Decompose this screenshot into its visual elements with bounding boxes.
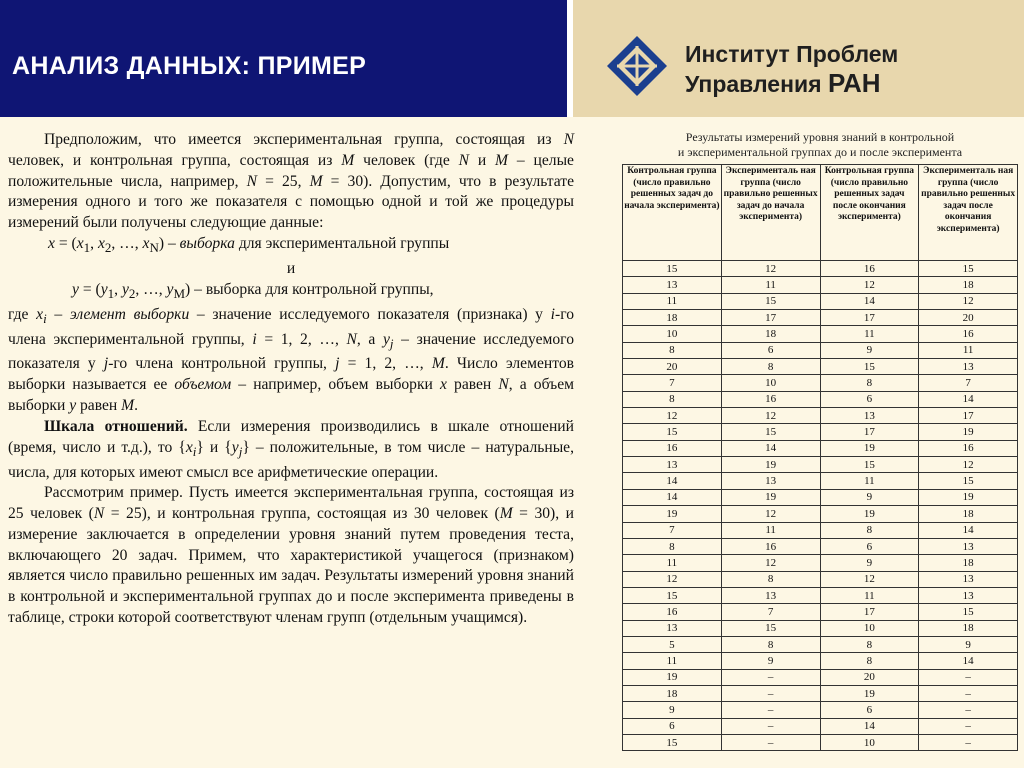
table-caption (622, 130, 1018, 160)
table-cell: 15 (623, 734, 722, 750)
formula-y: $y = (y_1$, $y_2$, …, $y_M$) – выборка для контрольной группы, (72, 280, 434, 301)
table-cell: 13 (919, 538, 1018, 554)
table-row (623, 506, 1018, 522)
table-cell: 18 (721, 326, 820, 342)
table-cell: 8 (721, 359, 820, 375)
table-cell: 16 (721, 391, 820, 407)
table-cell: 10 (820, 734, 919, 750)
paragraph-example: Рассмотрим пример. Пусть имеется экспериментальная группа, состоящая из 25 человек (N = 25), и контрольная группа, состоящая из 30 человек (M = 30), и измерение заключается в определении уровня знаний путем проведения теста, включающего 20 задач. Примем, что характеристикой учащегося (признаком) является число правильно решенных им задач. Результаты измерений уровня знаний в контрольной и экспериментальной группах до и после эксперимента приведены в таблице, строки которой соответствуют членам групп (отдельным учащимся). (8, 484, 574, 627)
table-cell: 9 (721, 653, 820, 669)
title-banner (0, 0, 567, 117)
table-row (623, 636, 1018, 652)
table-cell: 13 (919, 571, 1018, 587)
table-cell: 12 (721, 408, 820, 424)
table-row (623, 408, 1018, 424)
table-cell: 7 (623, 522, 722, 538)
table-cell: 19 (820, 440, 919, 456)
table-cell: 13 (623, 277, 722, 293)
institute-name-line2 (685, 69, 898, 99)
table-cell: 12 (721, 555, 820, 571)
table-cell: 12 (623, 408, 722, 424)
table-cell: 12 (623, 571, 722, 587)
table-cell: 19 (623, 669, 722, 685)
table-row (623, 685, 1018, 701)
table-cell: 15 (919, 604, 1018, 620)
table-row (623, 571, 1018, 587)
table-row (623, 375, 1018, 391)
table-caption-line1: Результаты измерений уровня знаний в контрольной (685, 130, 955, 144)
table-cell: 9 (820, 489, 919, 505)
table-cell: 12 (820, 571, 919, 587)
ipu-ran-logo-icon (605, 34, 669, 98)
table-cell: 15 (721, 424, 820, 440)
table-cell: 18 (919, 620, 1018, 636)
table-cell: 13 (721, 587, 820, 603)
table-cell: 10 (623, 326, 722, 342)
table-cell: 7 (623, 375, 722, 391)
table-cell: 20 (623, 359, 722, 375)
table-cell: 8 (820, 636, 919, 652)
table-row (623, 489, 1018, 505)
table-cell: 15 (721, 620, 820, 636)
table-cell: 19 (721, 489, 820, 505)
table-cell: 15 (721, 293, 820, 309)
table-cell: 6 (820, 391, 919, 407)
table-cell: 11 (820, 587, 919, 603)
table-cell: 13 (919, 359, 1018, 375)
conjunction: и (286, 259, 296, 277)
table-cell: 13 (623, 457, 722, 473)
table-cell: 7 (919, 375, 1018, 391)
table-cell: 17 (820, 604, 919, 620)
table-cell: 13 (623, 620, 722, 636)
table-cell: 10 (820, 620, 919, 636)
table-cell: 19 (919, 424, 1018, 440)
table-cell: 13 (721, 473, 820, 489)
table-cell: 16 (820, 261, 919, 277)
table-cell: 17 (820, 310, 919, 326)
table-cell: 8 (820, 653, 919, 669)
table-cell: 15 (623, 587, 722, 603)
paragraph-definitions: где $x_i$ – элемент выборки – значение исследуемого показателя (признака) у i-го члена экспериментальной группы, i = 1, 2, …, N, а $y_j$ – значение исследуемого показателя у j-го члена контрольной группы, j = 1, 2, …, M. Число элементов выборки называется ее объемом – например, объем выборки x равен N, а объем выборки y равен M. (8, 305, 574, 414)
table-row (623, 473, 1018, 489)
table-cell: 14 (820, 718, 919, 734)
table-cell: 17 (919, 408, 1018, 424)
table-cell: 8 (623, 538, 722, 554)
table-cell: 15 (919, 261, 1018, 277)
table-cell: 11 (721, 522, 820, 538)
table-row (623, 440, 1018, 456)
institute-name-line1: Институт Проблем (685, 41, 899, 67)
institute-ran: РАН (827, 68, 881, 98)
table-cell: 19 (919, 489, 1018, 505)
table-cell: – (919, 685, 1018, 701)
table-cell: 19 (721, 457, 820, 473)
header-experimental-after: Эксперименталь ная группа (число правильно решенных задач после окончания эксперимента) (919, 165, 1018, 261)
table-cell: 15 (919, 473, 1018, 489)
table-cell: 8 (721, 636, 820, 652)
table-cell: 14 (721, 440, 820, 456)
table-cell: 16 (919, 326, 1018, 342)
table-row (623, 587, 1018, 603)
table-row (623, 538, 1018, 554)
table-row (623, 522, 1018, 538)
table-cell: 8 (623, 342, 722, 358)
table-cell: 19 (623, 506, 722, 522)
table-cell: 18 (919, 555, 1018, 571)
formula-x: $x = (x_1$, $x_2$, …, $x_N$) – выборка для экспериментальной группы (48, 234, 450, 256)
table-cell: 8 (721, 571, 820, 587)
paragraph-intro: Предположим, что имеется экспериментальная группа, состоящая из N человек, и контрольная группа, состоящая из M человек (где N и M – целые положительные числа, например, N = 25, M = 30). Допустим, что в результате измерения одного и того же показателя с помощью одной и той же процедуры измерений были получены следующие данные: (8, 131, 575, 232)
table-cell: 16 (623, 604, 722, 620)
table-cell: 7 (721, 604, 820, 620)
table-row (623, 326, 1018, 342)
table-row (623, 293, 1018, 309)
table-cell: 18 (919, 277, 1018, 293)
table-cell: – (721, 702, 820, 718)
paragraph-ratio-scale: Шкала отношений. Если измерения производились в шкале отношений (время, число и т.д.), то $\{x_i\}$ и $\{y_j\}$ – положительные, в том числе – натуральные, числа, для которых имеют смысл все арифметические операции. (8, 417, 574, 481)
table-cell: – (721, 669, 820, 685)
table-cell: 11 (820, 326, 919, 342)
table-cell: 14 (623, 473, 722, 489)
table-cell: 11 (721, 277, 820, 293)
table-cell: 12 (721, 506, 820, 522)
table-cell: 9 (919, 636, 1018, 652)
table-cell: 6 (820, 538, 919, 554)
table-cell: 20 (919, 310, 1018, 326)
table-cell: 11 (919, 342, 1018, 358)
header-experimental-before: Эксперименталь ная группа (число правильно решенных задач до начала эксперимента) (721, 165, 820, 261)
institute-name (685, 40, 898, 99)
table-cell: 5 (623, 636, 722, 652)
table-row (623, 261, 1018, 277)
table-cell: 14 (623, 489, 722, 505)
table-cell: – (721, 734, 820, 750)
table-row (623, 424, 1018, 440)
table-row (623, 342, 1018, 358)
table-cell: 9 (820, 555, 919, 571)
table-cell: 6 (623, 718, 722, 734)
table-cell: 12 (919, 293, 1018, 309)
table-cell: 8 (820, 375, 919, 391)
table-row (623, 457, 1018, 473)
table-cell: 18 (623, 685, 722, 701)
table-cell: – (721, 718, 820, 734)
table-cell: 16 (623, 440, 722, 456)
table-cell: – (919, 734, 1018, 750)
results-table (622, 164, 1018, 751)
table-row (623, 391, 1018, 407)
table-cell: 15 (623, 424, 722, 440)
table-cell: 14 (820, 293, 919, 309)
table-row (623, 620, 1018, 636)
table-cell: 11 (623, 653, 722, 669)
table-cell: 9 (820, 342, 919, 358)
table-cell: – (721, 685, 820, 701)
table-row (623, 555, 1018, 571)
table-cell: 20 (820, 669, 919, 685)
table-cell: 18 (623, 310, 722, 326)
header-control-after: Контрольная группа (число правильно решенных задач после окончания эксперимента) (820, 165, 919, 261)
table-cell: 11 (623, 293, 722, 309)
table-row (623, 718, 1018, 734)
table-caption-line2: и экспериментальной группах до и после эксперимента (677, 145, 963, 159)
table-cell: 14 (919, 522, 1018, 538)
institute-banner (573, 0, 1024, 117)
table-header-row (623, 165, 1018, 261)
table-cell: 12 (721, 261, 820, 277)
table-cell: 13 (919, 587, 1018, 603)
body-text (8, 130, 574, 629)
table-cell: 12 (919, 457, 1018, 473)
table-cell: – (919, 702, 1018, 718)
table-cell: 14 (919, 391, 1018, 407)
table-cell: – (919, 718, 1018, 734)
table-cell: 16 (721, 538, 820, 554)
table-cell: 6 (721, 342, 820, 358)
table-row (623, 310, 1018, 326)
table-row (623, 702, 1018, 718)
table-row (623, 277, 1018, 293)
table-row (623, 734, 1018, 750)
table-row (623, 604, 1018, 620)
table-cell: 15 (623, 261, 722, 277)
table-body (623, 261, 1018, 751)
table-row (623, 669, 1018, 685)
page-title: АНАЛИЗ ДАННЫХ: ПРИМЕР (12, 52, 367, 80)
header-control-before: Контрольная группа (число правильно решенных задач до начала эксперимента) (623, 165, 722, 261)
institute-name-line2-text: Управления (685, 71, 828, 97)
table-cell: 19 (820, 685, 919, 701)
table-cell: 12 (820, 277, 919, 293)
table-cell: 8 (820, 522, 919, 538)
table-cell: 9 (623, 702, 722, 718)
table-cell: 11 (820, 473, 919, 489)
table-cell: – (919, 669, 1018, 685)
table-cell: 18 (919, 506, 1018, 522)
table-cell: 15 (820, 457, 919, 473)
table-cell: 6 (820, 702, 919, 718)
table-cell: 15 (820, 359, 919, 375)
table-row (623, 359, 1018, 375)
table-cell: 11 (623, 555, 722, 571)
table-cell: 10 (721, 375, 820, 391)
table-cell: 16 (919, 440, 1018, 456)
table-cell: 19 (820, 506, 919, 522)
table-cell: 14 (919, 653, 1018, 669)
table-cell: 8 (623, 391, 722, 407)
table-cell: 17 (721, 310, 820, 326)
table-cell: 17 (820, 424, 919, 440)
table-cell: 13 (820, 408, 919, 424)
table-row (623, 653, 1018, 669)
